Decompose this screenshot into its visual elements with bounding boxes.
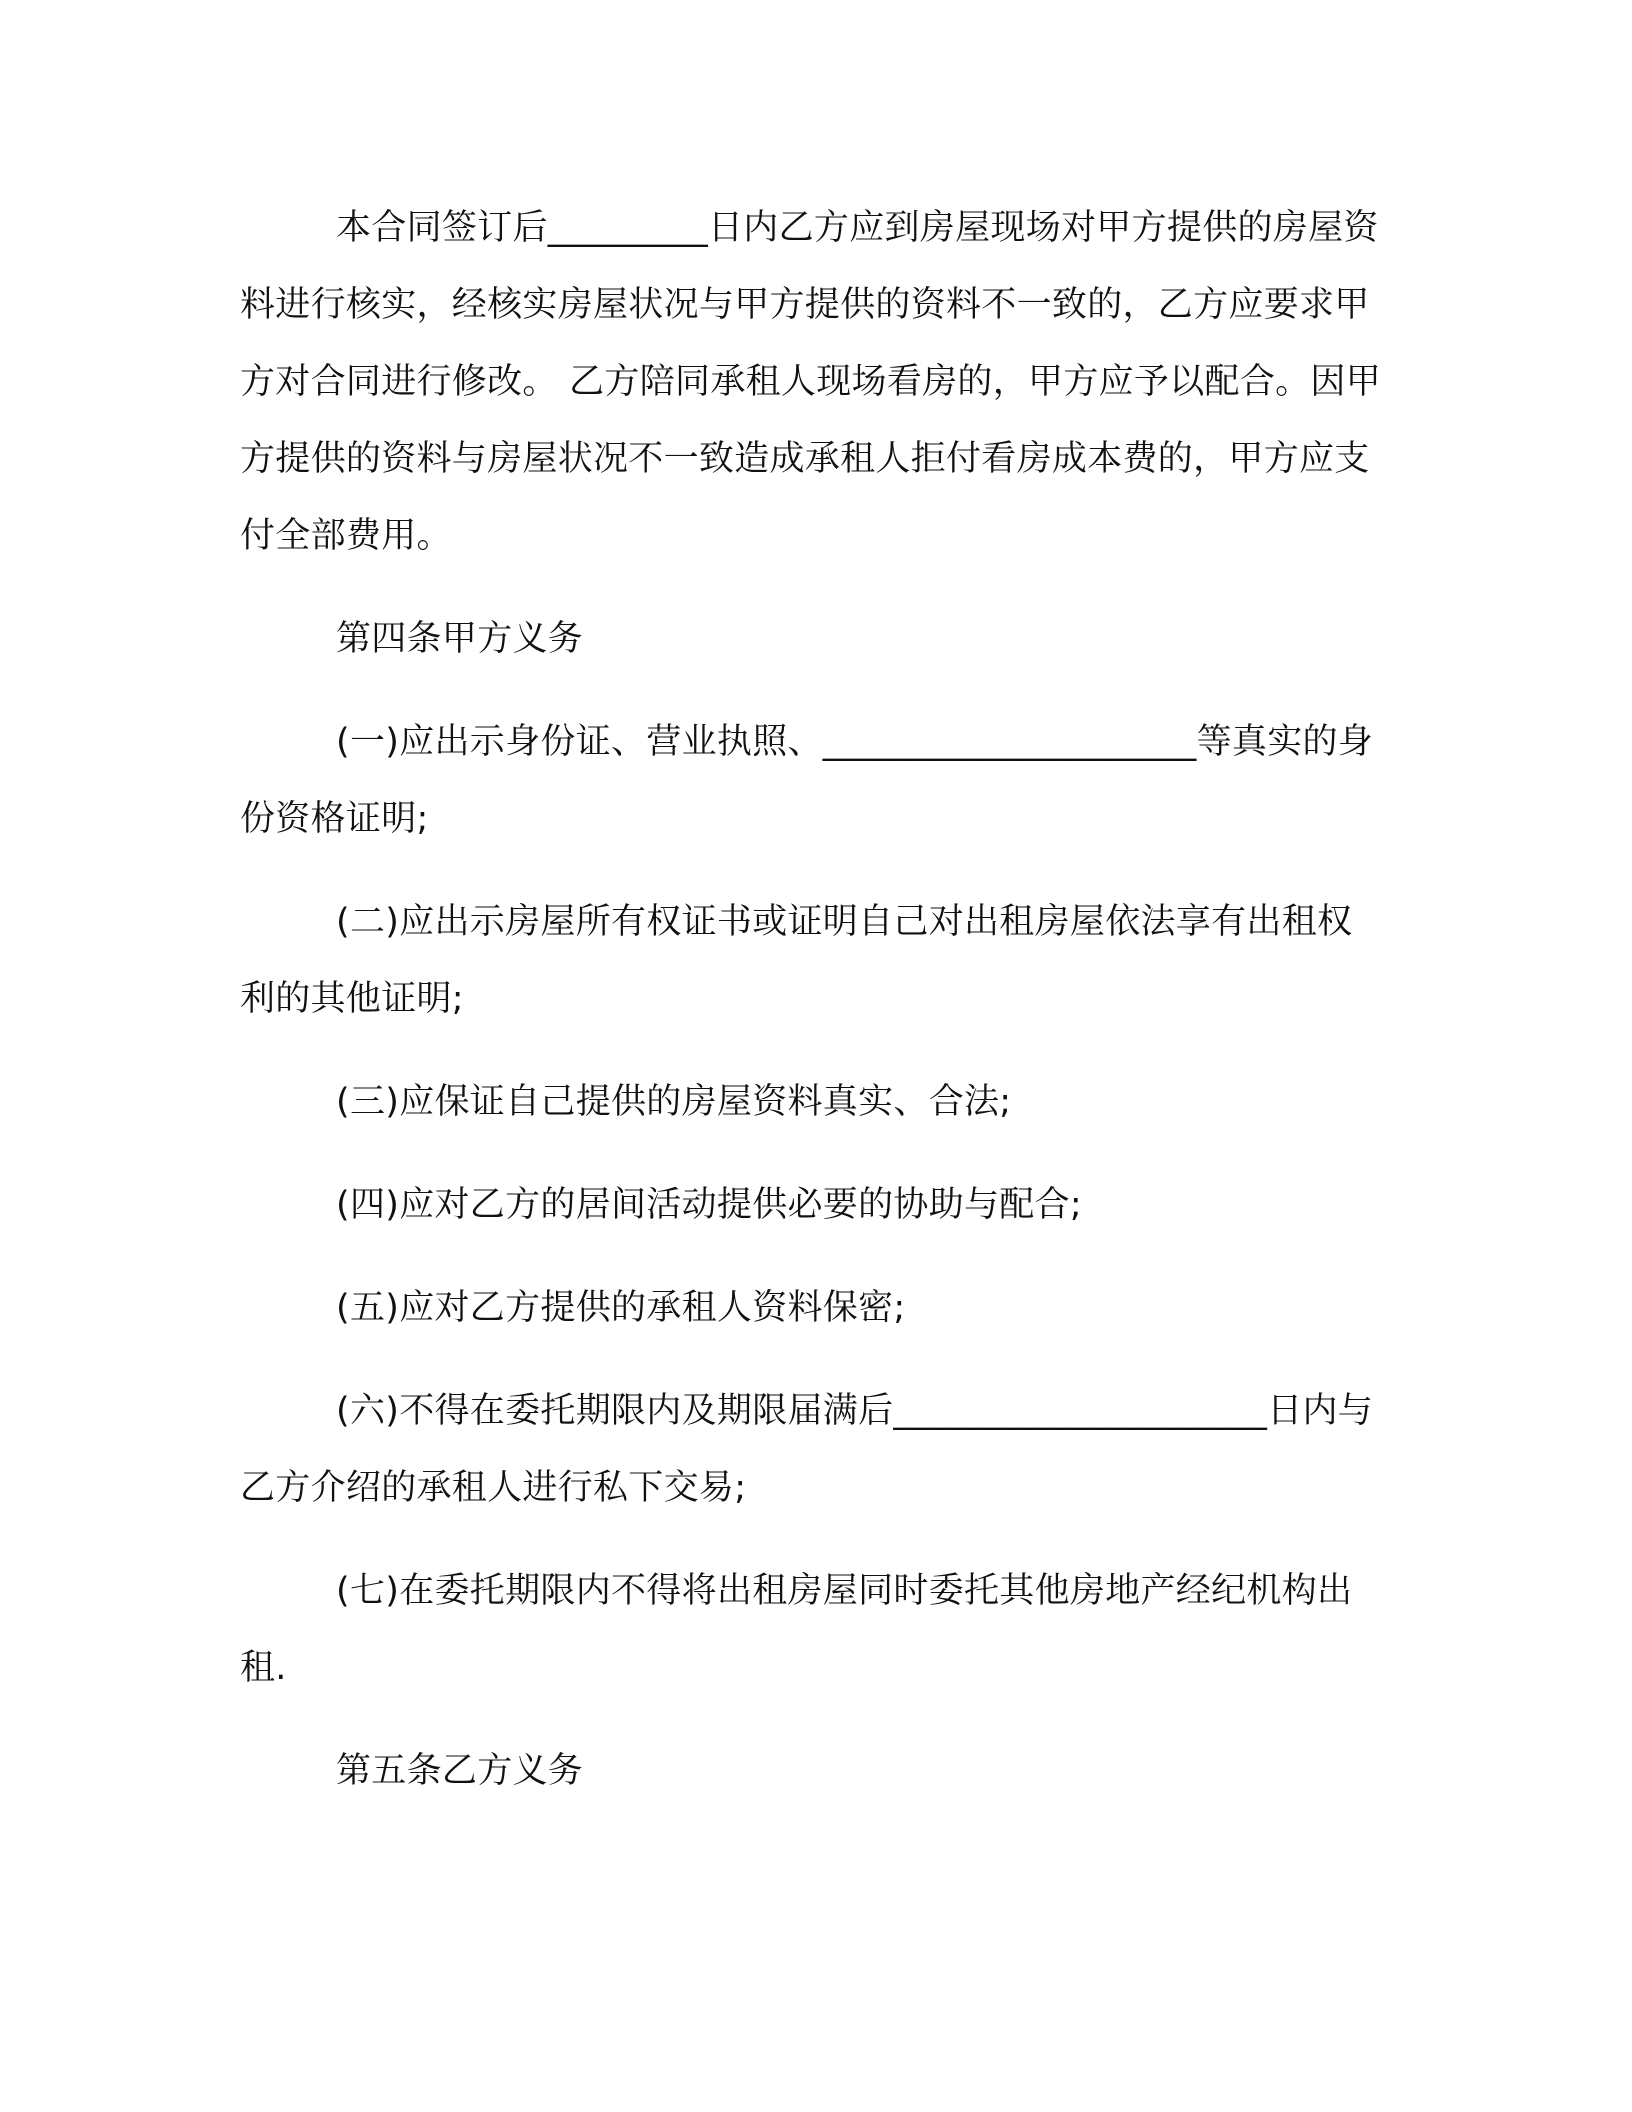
clause-item-1: (一)应出示身份证、营业执照、_____________________等真实的身份资格证明; xyxy=(240,722,1374,839)
document-body xyxy=(240,190,1382,1836)
paragraph-verification: 本合同签订后_________日内乙方应到房屋现场对甲方提供的房屋资料进行核实，经核实房屋状况与甲方提供的资料不一致的，乙方应要求甲方对合同进行修改。 乙方陪同承租人现场看房的，甲方应予以配合。因甲方提供的资料与房屋状况不一致造成承租人拒付看房成本费的，甲方应支付全部费用。 xyxy=(240,208,1382,556)
section-heading-article-4: 第四条甲方义务 xyxy=(336,619,584,659)
clause-item-6: (六)不得在委托期限内及期限届满后_____________________日内与乙方介绍的承租人进行私下交易; xyxy=(240,1391,1374,1508)
section-heading-article-5: 第五条乙方义务 xyxy=(336,1751,584,1791)
clause-item-4: (四)应对乙方的居间活动提供必要的协助与配合; xyxy=(336,1185,1083,1225)
clause-item-5: (五)应对乙方提供的承租人资料保密; xyxy=(336,1288,906,1328)
clause-item-2: (二)应出示房屋所有权证书或证明自己对出租房屋依法享有出租权利的其他证明; xyxy=(240,902,1353,1019)
clause-item-7: (七)在委托期限内不得将出租房屋同时委托其他房地产经纪机构出租. xyxy=(240,1571,1353,1688)
clause-item-3: (三)应保证自己提供的房屋资料真实、合法; xyxy=(336,1082,1012,1122)
